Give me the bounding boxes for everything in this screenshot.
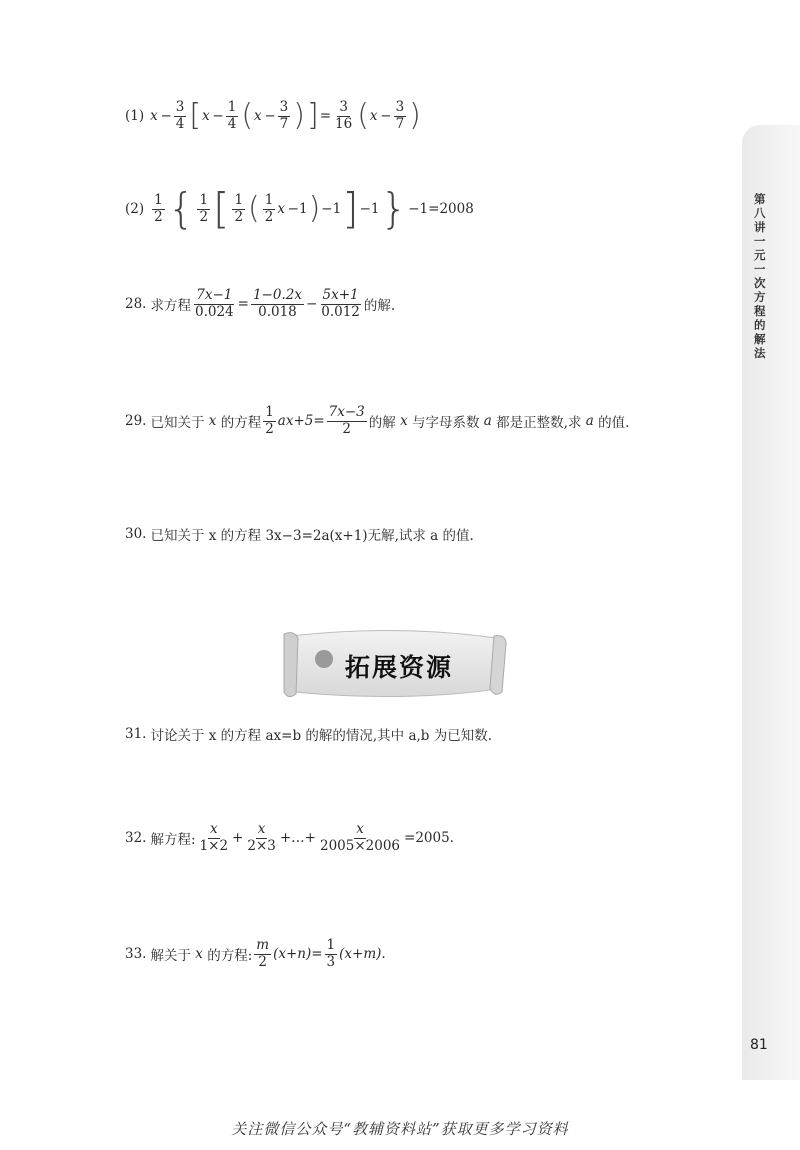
problem-label: (2) xyxy=(125,201,145,217)
problem-27-1: (1) x − $\frac{3}{4}$ [ x − $\frac{1}{4}$ ( x − $\frac{3}{7}$ ) ] = $\frac{3}{16}$ ( x − $\frac{3}{7}$ ) xyxy=(125,98,421,134)
problem-32: 32. 解方程: $\frac{x}{1\times 2}$ + $\frac{x}{2\times 3}$ +…+ $\frac{x}{2005\times 2006}$ =2005. xyxy=(125,821,454,854)
problem-30: 30. 已知关于 x 的方程 3x−3=2a(x+1)无解,试求 a 的值. xyxy=(125,526,474,544)
chapter-title: 第八讲 一元一次方程的解法 xyxy=(754,192,766,360)
footer-note: 关注微信公众号“教辅资料站”获取更多学习资料 xyxy=(231,1120,569,1138)
problem-29: 29. 已知关于 x 的方程 $\frac{1}{2}$ ax+5= $\frac{7x-3}{2}$ 的解 x 与字母系数 a 都是正整数,求 a 的值. xyxy=(125,404,630,437)
problem-27-2: (2) $\frac{1}{2}$ { $\frac{1}{2}$ [ $\frac{1}{2}$ ( $\frac{1}{2}$ x −1 ) −1 ] −1 } −1= 2008 xyxy=(125,184,474,233)
banner-title: 拓展资源 xyxy=(345,653,454,682)
chapter-side-tab xyxy=(742,125,800,1080)
page-number: 81 xyxy=(750,1037,768,1053)
problem-33: 33. 解关于 x 的方程: $\frac{m}{2}$ (x+n)= $\frac{1}{3}$ (x+m). xyxy=(125,937,386,970)
problem-31: 31. 讨论关于 x 的方程 ax=b 的解的情况,其中 a,b 为已知数. xyxy=(125,726,493,744)
rhs-value: 2008 xyxy=(439,201,474,217)
bullet-icon xyxy=(315,650,333,668)
problem-label: (1) xyxy=(125,108,145,125)
problem-28: 28. 求方程 $\frac{7x-1}{0.024}$ = $\frac{1-0.2x}{0.018}$ − $\frac{5x+1}{0.012}$ 的解. xyxy=(125,287,396,320)
